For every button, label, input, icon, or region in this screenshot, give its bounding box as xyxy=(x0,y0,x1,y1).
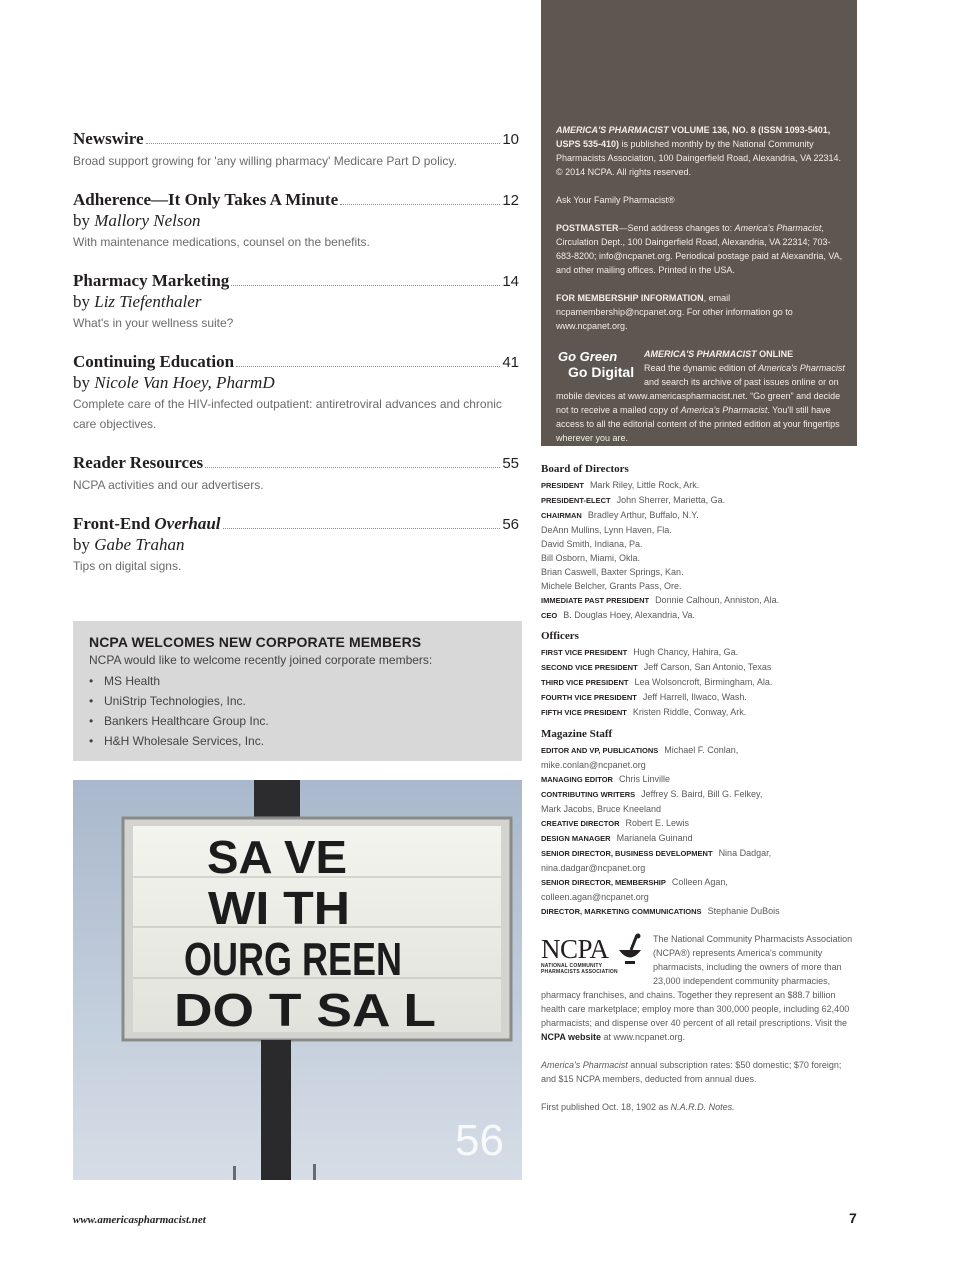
bullet-icon: • xyxy=(89,694,94,708)
toc-leader-dots xyxy=(205,467,500,468)
officers-row xyxy=(541,690,857,705)
person-name: Lea Wolsoncroft, Birmingham, Ala. xyxy=(634,677,773,687)
corporate-member-item: • MS Health xyxy=(89,671,506,691)
toc-author: by Mallory Nelson xyxy=(73,211,201,230)
board-heading: Board of Directors xyxy=(541,463,629,475)
footer-website-url[interactable]: www.americaspharmacist.net xyxy=(73,1214,206,1226)
toc-page-number: 56 xyxy=(502,516,519,533)
role-label: FIFTH VICE PRESIDENT xyxy=(541,708,627,717)
person-name: Michele Belcher, Grants Pass, Ore. xyxy=(541,581,682,591)
officers-row xyxy=(541,645,857,660)
board-row xyxy=(541,579,857,593)
person-name: Hugh Chancy, Hahira, Ga. xyxy=(633,647,739,657)
role-label: CEO xyxy=(541,611,558,620)
corporate-members-intro: NCPA would like to welcome recently joined corporate members: xyxy=(89,653,433,667)
role-label: MANAGING EDITOR xyxy=(541,775,613,784)
person-name: Kristen Riddle, Conway, Ark. xyxy=(632,707,747,717)
staff-row xyxy=(541,846,857,861)
role-label: SENIOR DIRECTOR, BUSINESS DEVELOPMENT xyxy=(541,849,713,858)
ncpa-about xyxy=(541,932,857,1128)
sign-line-4: DO T SA L xyxy=(174,984,436,1036)
toc-title: Newswire xyxy=(73,129,144,148)
toc-description: With maintenance medications, counsel on the benefits. xyxy=(73,235,370,249)
staff-row xyxy=(541,816,857,831)
sign-line-3: OURG REEN xyxy=(184,933,402,985)
publication-info: AMERICA'S PHARMACIST VOLUME 136, NO. 8 (ISSN 1093-5401, USPS 535-410) is published monthly by the National Community Pharmacists Association, 100 Daingerfield Road, Alexandria, VA 22314. © 2014 NCPA. All rights reserved. xyxy=(556,125,842,177)
person-name: B. Douglas Hoey, Alexandria, Va. xyxy=(563,610,696,620)
person-name: mike.conlan@ncpanet.org xyxy=(541,760,646,770)
person-name: Nina Dadgar, xyxy=(718,848,772,858)
person-name: Jeffrey S. Baird, Bill G. Felkey, xyxy=(641,789,763,799)
person-name: John Sherrer, Marietta, Ga. xyxy=(616,495,726,505)
go-green-go-digital-logo: Go Green Go Digital xyxy=(558,349,635,380)
person-name: Chris Linville xyxy=(618,774,670,784)
officers-heading: Officers xyxy=(541,630,579,642)
board-row xyxy=(541,508,857,523)
toc-title: Reader Resources xyxy=(73,453,204,472)
role-label: FOURTH VICE PRESIDENT xyxy=(541,693,637,702)
toc-title-line xyxy=(73,513,519,535)
person-name: Mark Riley, Little Rock, Ark. xyxy=(589,480,700,490)
membership-info: FOR MEMBERSHIP INFORMATION, email ncpamembership@ncpanet.org. For other information go to www.ncpanet.org. xyxy=(556,293,793,331)
marquee-sign-photo xyxy=(73,780,522,1180)
role-label: SENIOR DIRECTOR, MEMBERSHIP xyxy=(541,878,666,887)
role-label: SECOND VICE PRESIDENT xyxy=(541,663,638,672)
role-label: IMMEDIATE PAST PRESIDENT xyxy=(541,596,650,605)
role-label: EDITOR AND VP, PUBLICATIONS xyxy=(541,746,659,755)
person-name: Stephanie DuBois xyxy=(707,906,780,916)
toc-title-line xyxy=(73,270,519,292)
board-row xyxy=(541,493,857,508)
toc-description: Broad support growing for 'any willing pharmacy' Medicare Part D policy. xyxy=(73,154,457,168)
person-name: Jeff Carson, San Antonio, Texas xyxy=(643,662,772,672)
role-label: FIRST VICE PRESIDENT xyxy=(541,648,628,657)
role-label: CHAIRMAN xyxy=(541,511,582,520)
online-info: Go Green Go Digital AMERICA'S PHARMACIST ONLINE Read the dynamic edition of America's Pharmacist and search its archive of past issues online or on mobile devices at www.americaspharmacist.net. “Go green” and decide not to receive a mailed copy of America's Pharmacist. You'll still have access to all the editorial content of the printed edition at your fingertips wherever you are. xyxy=(556,349,845,443)
toc-title: Front-End Overhaul xyxy=(73,514,221,533)
toc-page-number: 55 xyxy=(502,455,519,472)
toc-page-number: 12 xyxy=(502,192,519,209)
toc-description: Tips on digital signs. xyxy=(73,559,182,573)
ncpa-logo: NCPA NATIONAL COMMUNITY PHARMACISTS ASSOCIATION xyxy=(541,935,649,979)
person-name: Colleen Agan, xyxy=(671,877,728,887)
toc-author: by Nicole Van Hoey, PharmD xyxy=(73,373,275,392)
toc-entry[interactable] xyxy=(73,452,519,495)
officers-row xyxy=(541,675,857,690)
staff-heading: Magazine Staff xyxy=(541,728,613,740)
officers-row xyxy=(541,660,857,675)
photo-page-number: 56 xyxy=(455,1116,504,1165)
person-name: nina.dadgar@ncpanet.org xyxy=(541,863,646,873)
toc-entry[interactable] xyxy=(73,128,519,171)
person-name: Mark Jacobs, Bruce Kneeland xyxy=(541,804,662,814)
board-row xyxy=(541,593,857,608)
toc-author: by Liz Tiefenthaler xyxy=(73,292,202,311)
magazine-staff xyxy=(541,728,857,919)
toc-description: What's in your wellness suite? xyxy=(73,316,234,330)
staff-row xyxy=(541,875,857,890)
person-name: DeAnn Mullins, Lynn Haven, Fla. xyxy=(541,525,672,535)
mortar-pestle-icon xyxy=(617,933,643,967)
staff-row xyxy=(541,831,857,846)
toc-title-line xyxy=(73,351,519,373)
staff-row xyxy=(541,743,857,758)
corporate-members-list xyxy=(89,671,506,751)
toc-title: Continuing Education xyxy=(73,352,235,371)
role-label: PRESIDENT xyxy=(541,481,584,490)
toc-page-number: 10 xyxy=(502,131,519,148)
board-row xyxy=(541,565,857,579)
corporate-members-box xyxy=(73,621,522,761)
staff-row xyxy=(541,890,857,904)
table-of-contents xyxy=(73,128,519,594)
person-name: Bill Osborn, Miami, Okla. xyxy=(541,553,641,563)
role-label: DIRECTOR, MARKETING COMMUNICATIONS xyxy=(541,907,702,916)
board-row xyxy=(541,551,857,565)
person-name: Marianela Guinand xyxy=(616,833,693,843)
toc-author: by Gabe Trahan xyxy=(73,535,185,554)
toc-entry[interactable] xyxy=(73,351,519,434)
person-name: Robert E. Lewis xyxy=(625,818,690,828)
toc-leader-dots xyxy=(223,528,501,529)
toc-leader-dots xyxy=(146,143,501,144)
toc-title: Pharmacy Marketing xyxy=(73,271,230,290)
toc-page-number: 41 xyxy=(502,354,519,371)
board-row xyxy=(541,608,857,623)
person-name: Michael F. Conlan, xyxy=(664,745,739,755)
board-row xyxy=(541,537,857,551)
ncpa-description: The National Community Pharmacists Association (NCPA®) represents America's community pharmacists, including the owners of more than 23,000 independent community pharmacies, pharmacy franchises, and chains. Together they represent an $88.7 billion health care marketplace; employ more than 300,000 people, including 62,400 pharmacists; and dispense over 40 percent of all retail prescriptions. Visit the NCPA website at www.ncpanet.org. xyxy=(541,934,853,1042)
staff-row xyxy=(541,861,857,875)
bullet-icon: • xyxy=(89,714,94,728)
staff-row xyxy=(541,904,857,919)
staff-row xyxy=(541,758,857,772)
footer-page-number: 7 xyxy=(849,1210,857,1226)
officers xyxy=(541,630,857,720)
staff-row xyxy=(541,772,857,787)
person-name: Brian Caswell, Baxter Springs, Kan. xyxy=(541,567,684,577)
corporate-member-item: • H&H Wholesale Services, Inc. xyxy=(89,731,506,751)
toc-page-number: 14 xyxy=(502,273,519,290)
toc-leader-dots xyxy=(340,204,500,205)
ncpa-website-link[interactable]: NCPA website xyxy=(541,1032,602,1042)
toc-title: Adherence—It Only Takes A Minute xyxy=(73,190,339,209)
corporate-member-item: • UniStrip Technologies, Inc. xyxy=(89,691,506,711)
sign-line-1: SA VE xyxy=(207,831,347,883)
person-name: David Smith, Indiana, Pa. xyxy=(541,539,643,549)
person-name: Donnie Calhoun, Anniston, Ala. xyxy=(655,595,780,605)
masthead-box xyxy=(541,0,857,446)
postmaster-info: POSTMASTER—Send address changes to: America's Pharmacist, Circulation Dept., 100 Daingerfield Road, Alexandria, VA 22314; 703-683-8200; info@ncpanet.org. Periodical postage paid at Alexandria, VA, and other mailing offices. Printed in the USA. xyxy=(556,223,843,275)
role-label: THIRD VICE PRESIDENT xyxy=(541,678,629,687)
officers-row xyxy=(541,705,857,720)
toc-description: NCPA activities and our advertisers. xyxy=(73,478,264,492)
role-label: DESIGN MANAGER xyxy=(541,834,611,843)
toc-title-line xyxy=(73,189,519,211)
person-name: Bradley Arthur, Buffalo, N.Y. xyxy=(587,510,699,520)
toc-title-line xyxy=(73,452,519,474)
corporate-member-item: • Bankers Healthcare Group Inc. xyxy=(89,711,506,731)
role-label: PRESIDENT-ELECT xyxy=(541,496,611,505)
toc-description: Complete care of the HIV-infected outpatient: antiretroviral advances and chronic care objectives. xyxy=(73,397,502,431)
board-row xyxy=(541,478,857,493)
toc-title-line xyxy=(73,128,519,150)
corporate-members-heading: NCPA WELCOMES NEW CORPORATE MEMBERS xyxy=(89,634,422,650)
staff-row xyxy=(541,802,857,816)
toc-entry[interactable] xyxy=(73,513,519,576)
toc-leader-dots xyxy=(236,366,500,367)
board-row xyxy=(541,523,857,537)
first-published: First published Oct. 18, 1902 as N.A.R.D. Notes. xyxy=(541,1102,735,1112)
sign-line-2: WI TH xyxy=(208,882,350,934)
toc-leader-dots xyxy=(231,285,500,286)
person-name: colleen.agan@ncpanet.org xyxy=(541,892,649,902)
subscription-rates: America's Pharmacist annual subscription rates: $50 domestic; $70 foreign; and $15 NCPA members, deducted from annual dues. xyxy=(541,1060,842,1084)
ask-pharmacist-tagline: Ask Your Family Pharmacist® xyxy=(556,195,675,205)
board-of-directors xyxy=(541,463,857,623)
staff-row xyxy=(541,787,857,802)
person-name: Jeff Harrell, Ilwaco, Wash. xyxy=(642,692,747,702)
bullet-icon: • xyxy=(89,674,94,688)
toc-entry[interactable] xyxy=(73,189,519,252)
bullet-icon: • xyxy=(89,734,94,748)
toc-entry[interactable] xyxy=(73,270,519,333)
role-label: CREATIVE DIRECTOR xyxy=(541,819,620,828)
role-label: CONTRIBUTING WRITERS xyxy=(541,790,636,799)
